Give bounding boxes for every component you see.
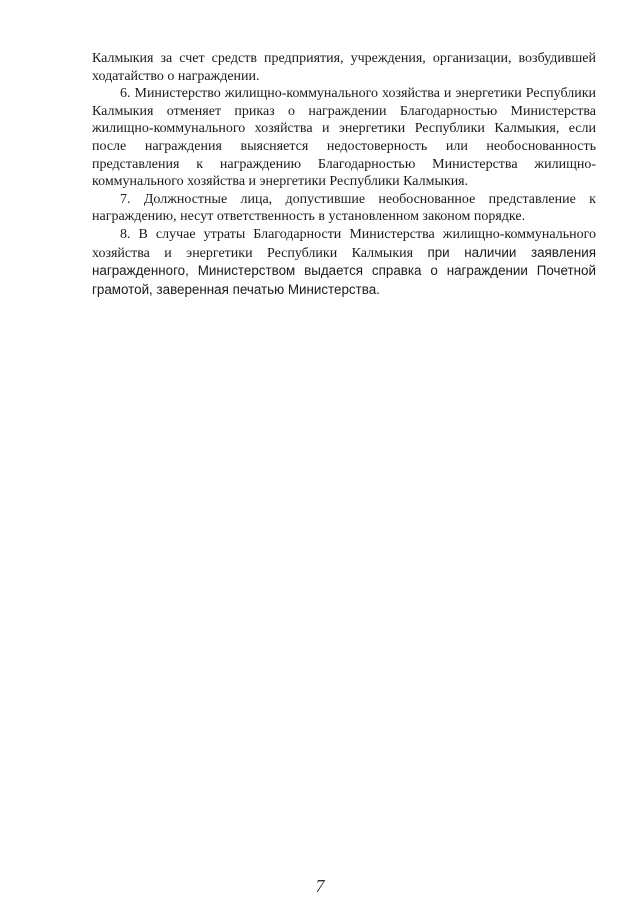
paragraph-continuation: Калмыкия за счет средств предприятия, учреждения, организации, возбудившей ходатайство о награждении. [92,51,596,84]
paragraph-item-8 [92,226,596,299]
page-number: 7 [315,876,325,896]
document-body [92,50,596,299]
paragraph-item-8-sans-part: при наличии заявления награжденного, Министерством выдается справка о награждении Почетной грамотой, заверенная печатью Министерства. [92,244,596,297]
paragraph-item-7: 7. Должностные лица, допустившие необоснованное представление к награждению, несут ответственность в установленном законом порядке. [92,191,596,225]
paragraph-item-6: 6. Министерство жилищно-коммунального хозяйства и энергетики Республики Калмыкия отменяет приказ о награждении Благодарностью Министерства жилищно-коммунального хозяйства и энергетики Республики Калмыкия, если после награждения выясняется недостоверность или необоснованность представления к награждению Благодарностью Министерства жилищно-коммунального хозяйства и энергетики Республики Калмыкия. [92,86,596,190]
paragraph-item-8-serif-part: 8. В случае утраты Благодарности Министерства жилищно-коммунального хозяйства и энергетики Республики Калмыкия [92,226,596,261]
